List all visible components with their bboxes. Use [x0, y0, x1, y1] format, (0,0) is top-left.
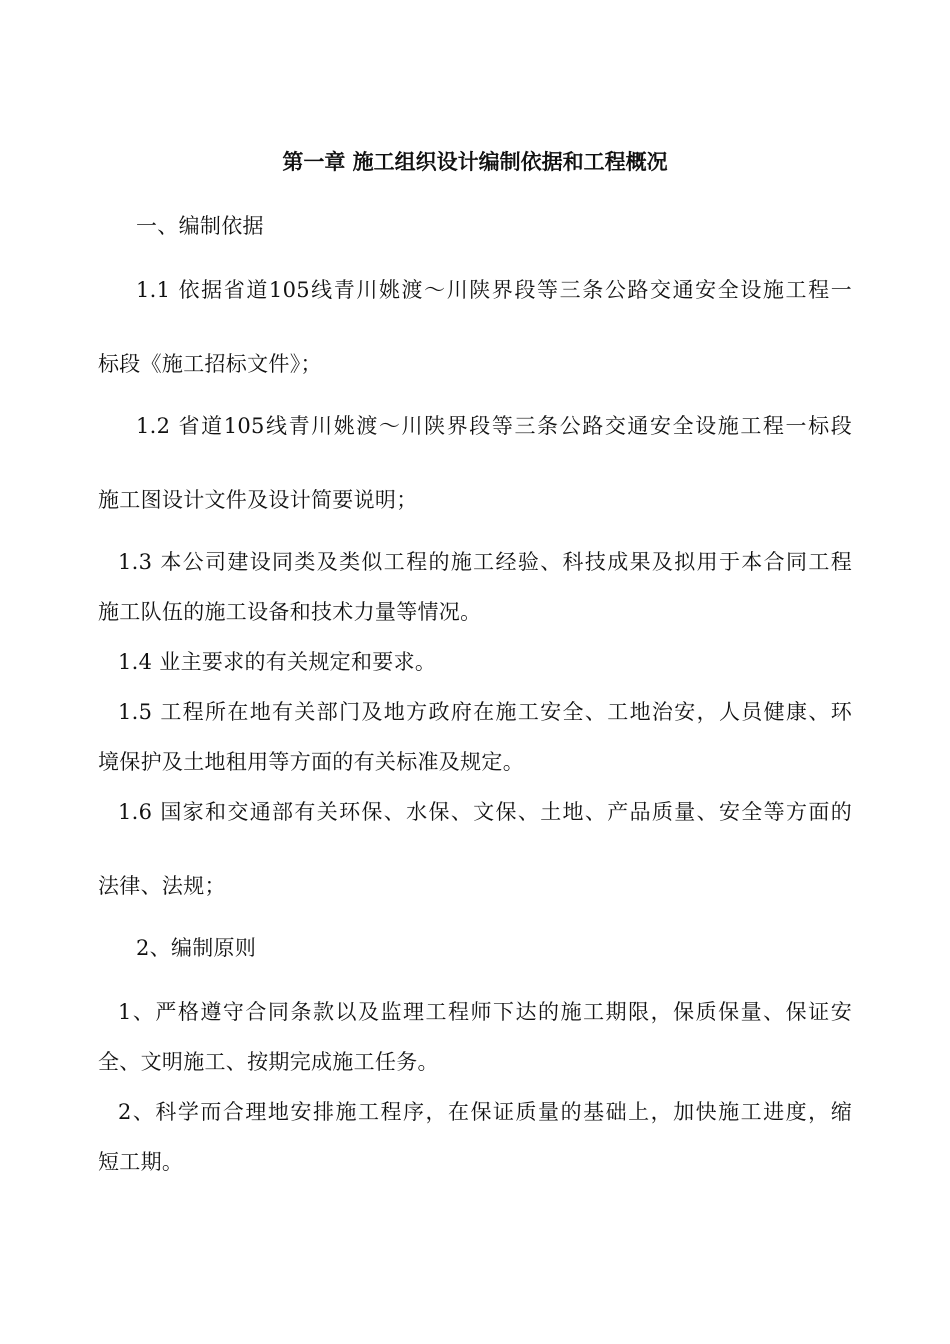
- section-heading-basis: 一、编制依据: [136, 214, 264, 238]
- principle-1-line1: 1、严格遵守合同条款以及监理工程师下达的施工期限，保质保量、保证安: [118, 1000, 852, 1024]
- paragraph-1-6-line2: 法律、法规；: [98, 874, 226, 898]
- principle-2-line1: 2、科学而合理地安排施工程序，在保证质量的基础上，加快施工进度，缩: [118, 1100, 852, 1124]
- paragraph-1-4: 1.4 业主要求的有关规定和要求。: [118, 650, 437, 674]
- section-heading-principles: 2、编制原则: [136, 936, 257, 960]
- paragraph-1-5-line1: 1.5 工程所在地有关部门及地方政府在施工安全、工地治安，人员健康、环: [118, 700, 852, 724]
- principle-1-line2: 全、文明施工、按期完成施工任务。: [98, 1050, 439, 1074]
- paragraph-1-6-line1: 1.6 国家和交通部有关环保、水保、文保、土地、产品质量、安全等方面的: [118, 800, 852, 824]
- chapter-title: 第一章 施工组织设计编制依据和工程概况: [282, 149, 668, 174]
- paragraph-1-1-line1: 1.1 依据省道105线青川姚渡～川陕界段等三条公路交通安全设施工程一: [136, 278, 852, 302]
- paragraph-1-3-line1: 1.3 本公司建设同类及类似工程的施工经验、科技成果及拟用于本合同工程: [118, 550, 852, 574]
- paragraph-1-2-line1: 1.2 省道105线青川姚渡～川陕界段等三条公路交通安全设施工程一标段: [136, 414, 852, 438]
- paragraph-1-3-line2: 施工队伍的施工设备和技术力量等情况。: [98, 600, 482, 624]
- principle-2-line2: 短工期。: [98, 1150, 184, 1174]
- paragraph-1-2-line2: 施工图设计文件及设计简要说明；: [98, 488, 418, 512]
- paragraph-1-1-line2: 标段《施工招标文件》；: [98, 352, 322, 376]
- paragraph-1-5-line2: 境保护及土地租用等方面的有关标准及规定。: [98, 750, 524, 774]
